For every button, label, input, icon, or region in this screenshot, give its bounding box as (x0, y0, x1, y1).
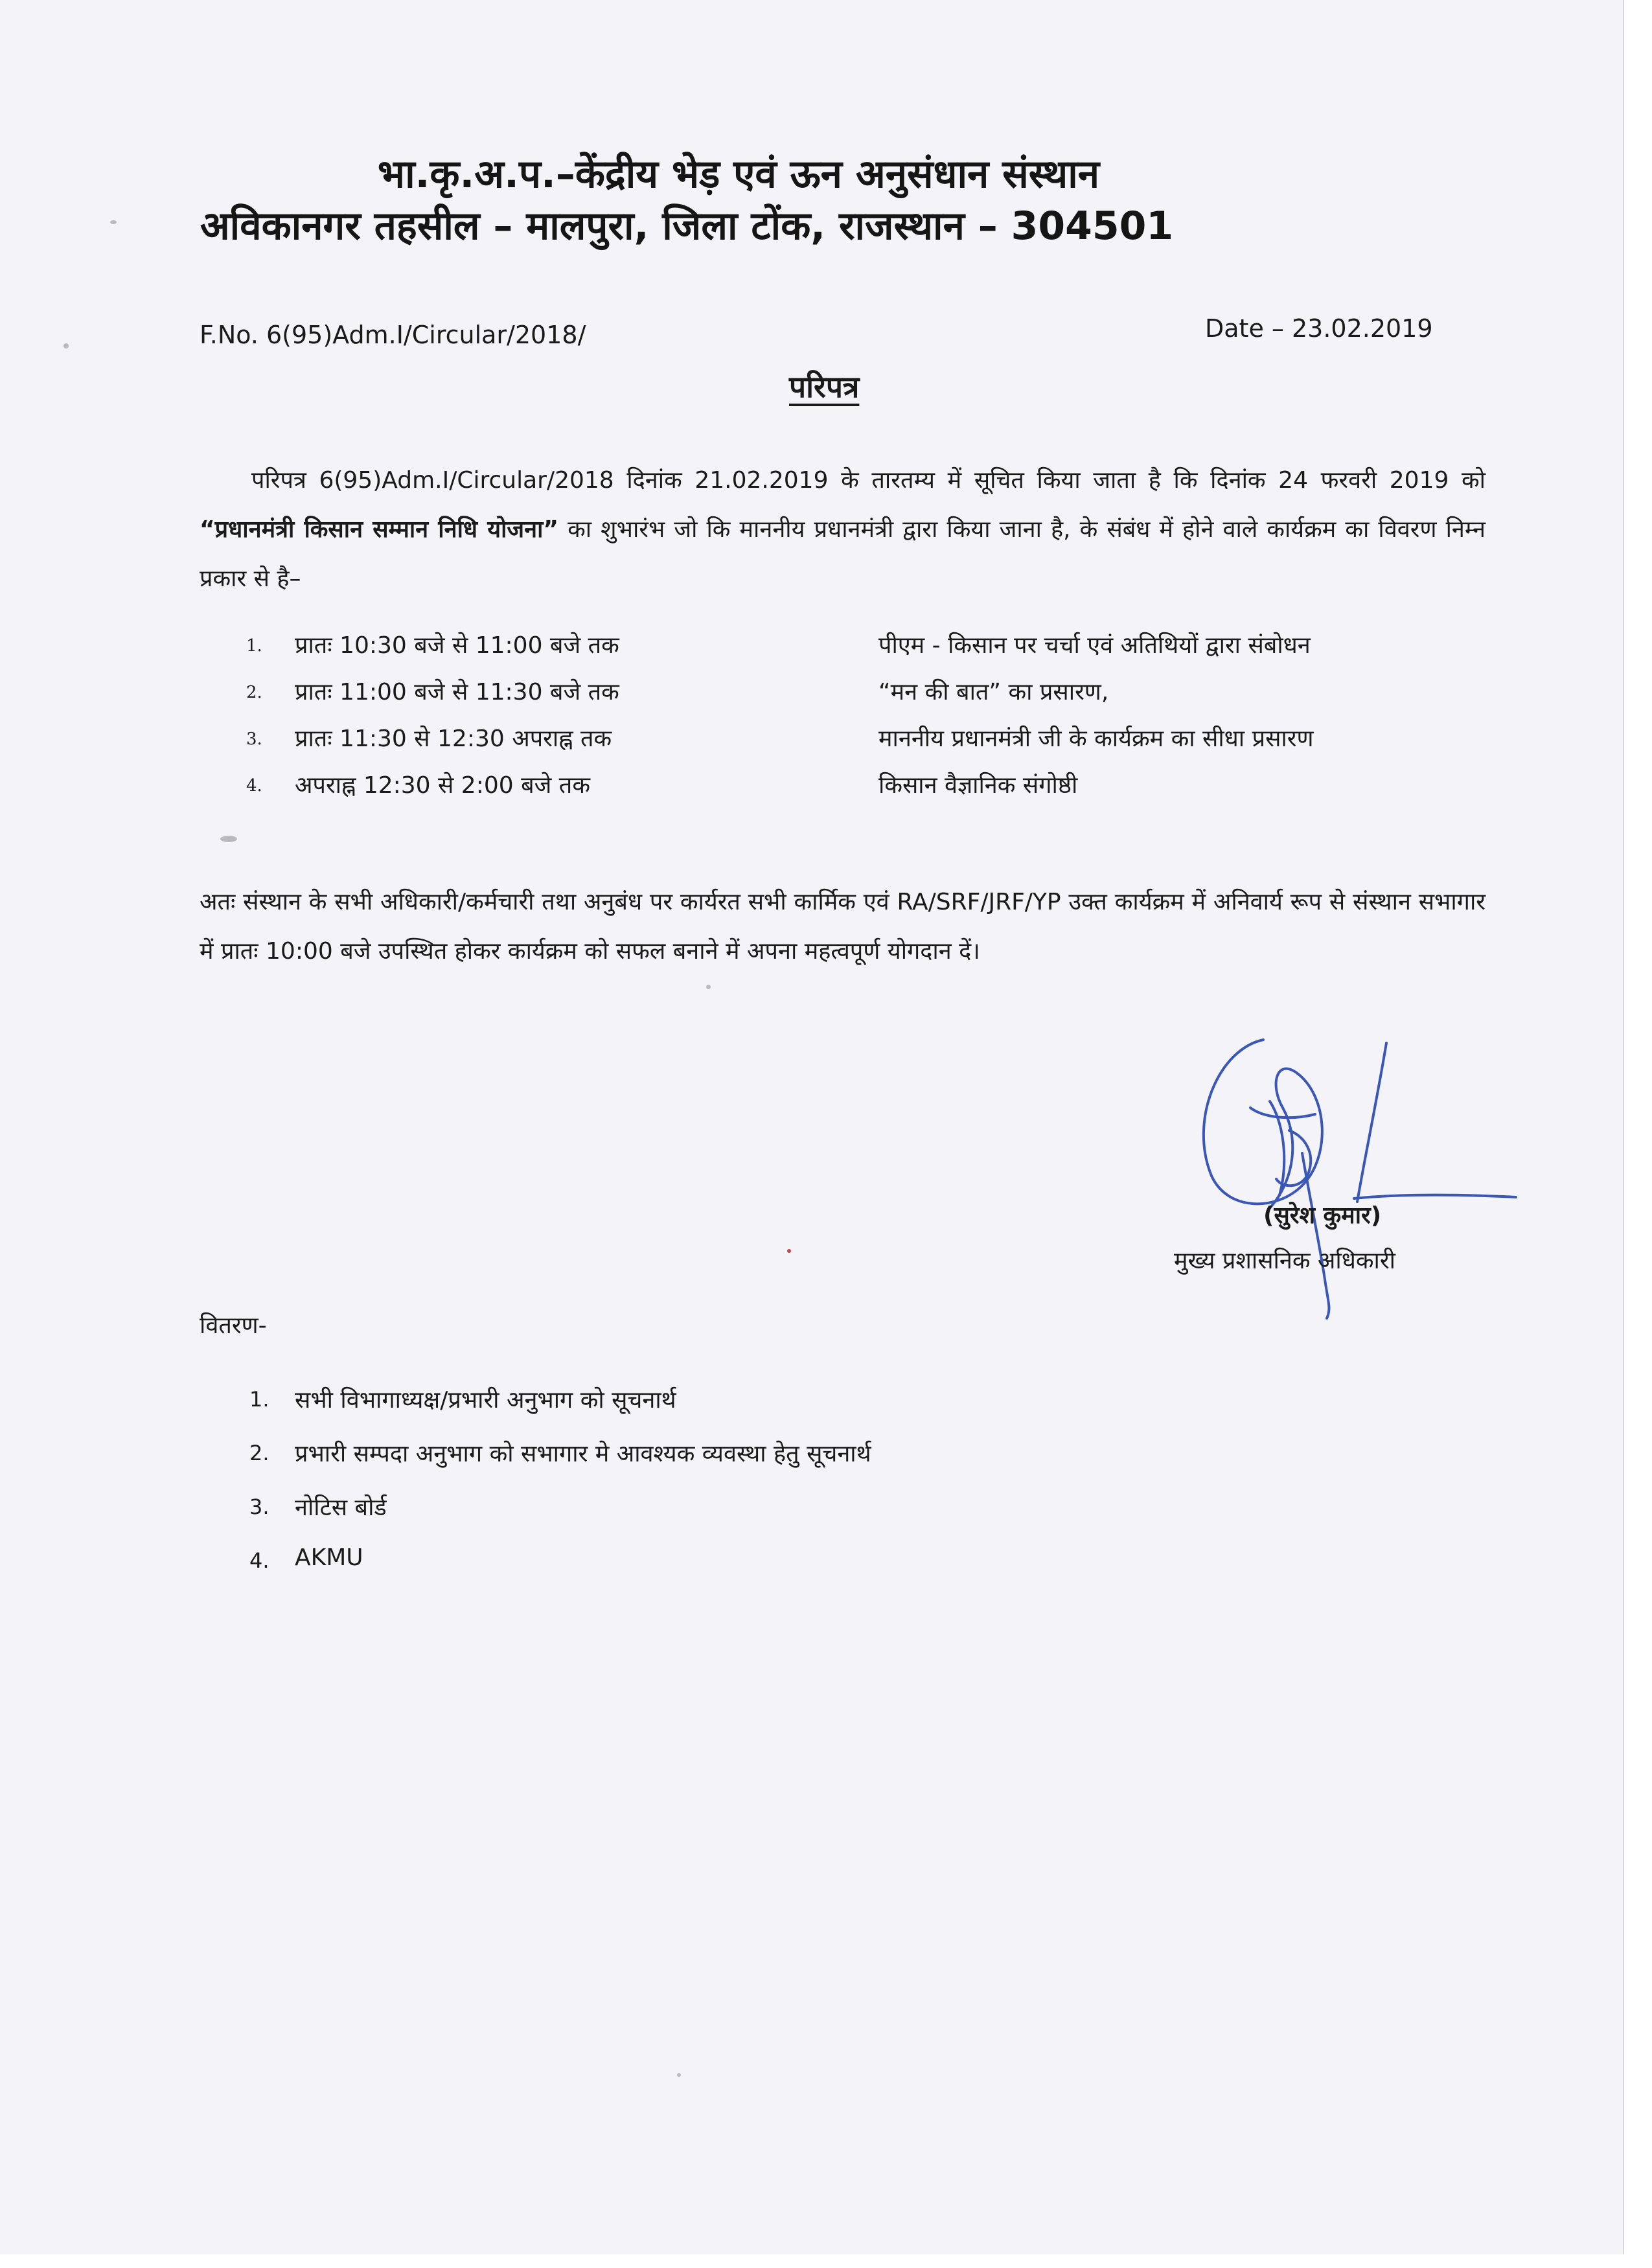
distribution-number: 3. (249, 1495, 270, 1519)
institute-name: भा.कृ.अ.प.–केंद्रीय भेड़ एवं ऊन अनुसंधान संस्थान (377, 152, 1100, 197)
intro-paragraph (200, 456, 1486, 604)
schedule-time: प्रातः 11:00 बजे से 11:30 बजे तक (295, 679, 619, 705)
schedule-time: प्रातः 10:30 बजे से 11:00 बजे तक (295, 632, 619, 659)
scheme-name: “प्रधानमंत्री किसान सम्मान निधि योजना” (200, 516, 559, 543)
schedule-number: 2. (246, 683, 262, 702)
schedule-number: 4. (246, 776, 262, 796)
document-subject: परिपत्र (789, 369, 860, 404)
scan-speck (677, 2073, 681, 2077)
distribution-text: AKMU (295, 1544, 363, 1571)
schedule-number: 3. (246, 729, 262, 749)
signatory-name: (सुरेश कुमार) (1263, 1202, 1382, 1229)
scan-speck (787, 1249, 791, 1253)
schedule-activity: पीएम - किसान पर चर्चा एवं अतिथियों द्वारा संबोधन (878, 632, 1311, 659)
schedule-number: 1. (246, 636, 262, 656)
distribution-text: प्रभारी सम्पदा अनुभाग को सभागार मे आवश्यक व्यवस्था हेतु सूचनार्थ (295, 1441, 871, 1467)
instruction-paragraph: अतः संस्थान के सभी अधिकारी/कर्मचारी तथा अनुबंध पर कार्यरत सभी कार्मिक एवं RA/SRF/JRF/YP उक्त कार्यक्रम में अनिवार्य रूप से संस्थान सभागार में प्रातः 10:00 बजे उपस्थित होकर कार्यक्रम को सफल बनाने में अपना महत्वपूर्ण योगदान दें। (200, 889, 1486, 965)
schedule-row (246, 628, 1490, 675)
scan-speck (706, 985, 711, 989)
intro-text-before: परिपत्र 6(95)Adm.I/Circular/2018 दिनांक 21.02.2019 के तारतम्य में सूचित किया जाता है कि दिनांक 24 फरवरी 2019 को (251, 467, 1486, 494)
distribution-number: 2. (249, 1441, 270, 1465)
distribution-number: 1. (249, 1387, 270, 1412)
file-number: F.No. 6(95)Adm.I/Circular/2018/ (200, 321, 586, 349)
schedule-row (246, 768, 1490, 815)
distribution-label: वितरण- (200, 1312, 267, 1339)
scan-speck (63, 343, 69, 349)
signature-strokes (1204, 1040, 1516, 1318)
distribution-number: 4. (249, 1548, 270, 1573)
intro-text-after: का शुभारंभ जो कि माननीय प्रधानमंत्री द्वारा किया जाना है, के संबंध में होने वाले कार्यक्रम का विवरण निम्न प्रकार से है– (200, 516, 1486, 592)
schedule-activity: “मन की बात” का प्रसारण, (878, 679, 1109, 705)
schedule-time: प्रातः 11:30 से 12:30 अपराह्न तक (295, 726, 612, 752)
signatory-designation: मुख्य प्रशासनिक अधिकारी (1174, 1248, 1395, 1274)
scan-speck (220, 836, 237, 842)
schedule-time: अपराह्न 12:30 से 2:00 बजे तक (295, 772, 590, 799)
handwritten-signature (1192, 1024, 1529, 1334)
distribution-text: सभी विभागाध्यक्ष/प्रभारी अनुभाग को सूचनार्थ (295, 1387, 676, 1414)
circular-date: Date – 23.02.2019 (1205, 314, 1433, 343)
schedule-row (246, 675, 1490, 722)
distribution-text: नोटिस बोर्ड (295, 1495, 387, 1521)
schedule-row (246, 722, 1490, 768)
program-schedule (246, 628, 1490, 815)
institute-address: अविकानगर तहसील – मालपुरा, जिला टोंक, राजस्थान – 304501 (200, 203, 1174, 249)
schedule-activity: माननीय प्रधानमंत्री जी के कार्यक्रम का सीधा प्रसारण (878, 726, 1314, 752)
schedule-activity: किसान वैज्ञानिक संगोष्ठी (878, 772, 1078, 799)
